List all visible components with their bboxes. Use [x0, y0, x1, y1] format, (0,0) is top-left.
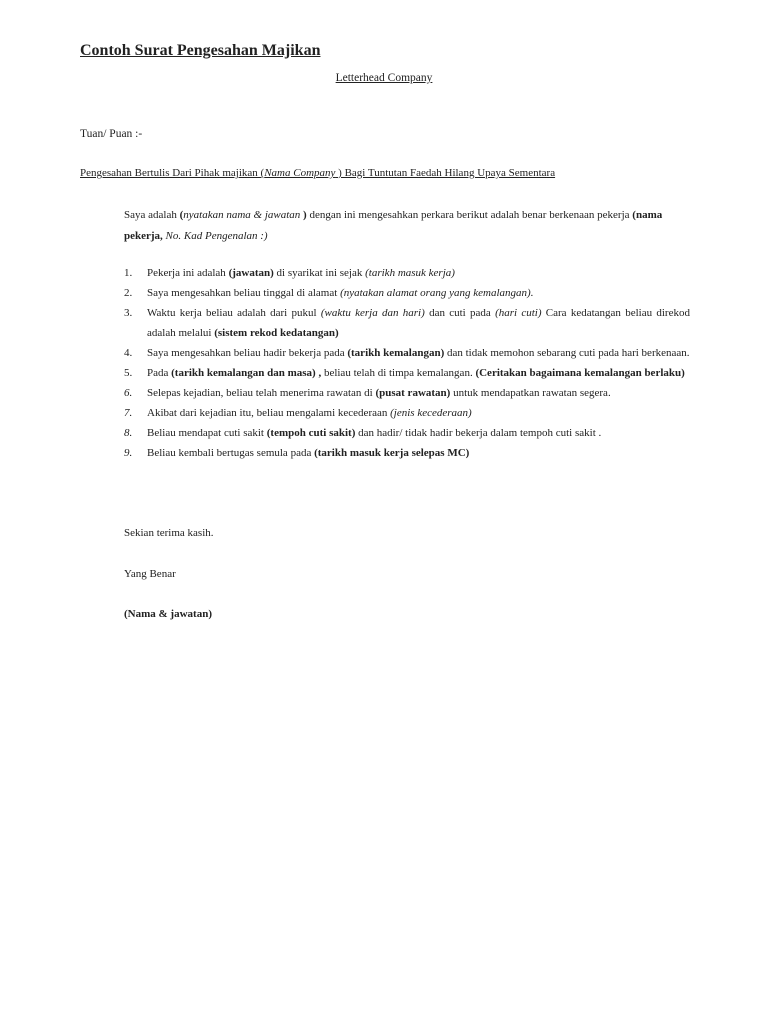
list-item-text: di syarikat ini sejak [273, 267, 366, 279]
list-item [124, 283, 690, 303]
intro-text-2: dengan ini mengesahkan perkara berikut adalah benar berkenaan pekerja [306, 209, 633, 221]
list-item-number: 4. [124, 347, 133, 359]
list-item [124, 303, 690, 343]
intro-text-1: Saya adalah [124, 209, 180, 221]
subject-company-placeholder: Nama Company [264, 167, 336, 179]
list-item [124, 383, 690, 403]
intro-paren-close: ) [300, 209, 307, 221]
list-item [124, 423, 690, 443]
list-item-placeholder: (jenis kecederaan) [390, 407, 472, 419]
list-item-text: untuk mendapatkan rawatan segera. [450, 387, 611, 399]
list-item [124, 443, 690, 463]
list-item-text: Beliau kembali bertugas semula pada [147, 447, 315, 459]
list-item-placeholder: (tarikh masuk kerja) [365, 267, 455, 279]
list-item-placeholder: (jawatan) [228, 267, 274, 279]
list-item-placeholder: (tarikh kemalangan dan masa) , [171, 367, 322, 379]
list-item-text: Saya mengesahkan beliau hadir bekerja pada [147, 347, 348, 359]
letterhead-placeholder: Letterhead Company [335, 72, 433, 84]
list-item-number: 8. [124, 427, 133, 439]
list-item-text: Waktu kerja beliau adalah dari pukul [147, 307, 321, 319]
list-item-placeholder: (nyatakan alamat orang yang kemalangan). [340, 287, 534, 299]
list-item-text: Pada [147, 367, 172, 379]
list-item-placeholder: (waktu kerja dan hari) [320, 307, 425, 319]
list-item-text: Cara kedatangan beliau direkod adalah melalui [147, 307, 690, 339]
intro-paragraph [124, 205, 684, 247]
list-item-number: 1. [124, 267, 133, 279]
list-item-placeholder: (tarikh kemalangan) [347, 347, 445, 359]
regards-line: Yang Benar [124, 568, 176, 580]
closing-line: Sekian terima kasih. [124, 527, 214, 539]
list-item-placeholder: (tempoh cuti sakit) [266, 427, 356, 439]
list-item-number: 2. [124, 287, 133, 299]
list-item-placeholder: (Ceritakan bagaimana kemalangan berlaku) [475, 367, 685, 379]
list-item-text: Selepas kejadian, beliau telah menerima rawatan di [147, 387, 376, 399]
statement-list [124, 263, 690, 463]
intro-ic-placeholder: No. Kad Pengenalan :) [162, 230, 268, 242]
list-item [124, 263, 690, 283]
document-title: Contoh Surat Pengesahan Majikan [80, 42, 321, 59]
list-item-text: dan tidak memohon sebarang cuti pada hari berkenaan. [444, 347, 690, 359]
list-item-text: dan hadir/ tidak hadir bekerja dalam tempoh cuti sakit . [355, 427, 602, 439]
list-item-placeholder: (sistem rekod kedatangan) [214, 327, 339, 339]
list-item [124, 363, 690, 383]
signature-placeholder: (Nama & jawatan) [124, 608, 212, 620]
list-item-placeholder: (pusat rawatan) [375, 387, 451, 399]
subject-text-2: ) Bagi Tuntutan Faedah Hilang Upaya Sementara [335, 167, 556, 179]
list-item [124, 343, 690, 363]
intro-employee-placeholder: (nama pekerja, [124, 209, 663, 242]
list-item-placeholder: (tarikh masuk kerja selepas MC) [314, 447, 470, 459]
list-item-number: 6. [124, 387, 133, 399]
list-item-text: dan cuti pada [424, 307, 496, 319]
list-item-text: Akibat dari kejadian itu, beliau mengalami kecederaan [147, 407, 391, 419]
list-item-text: Pekerja ini adalah [147, 267, 229, 279]
list-item [124, 403, 690, 423]
list-item-text: Beliau mendapat cuti sakit [147, 427, 267, 439]
list-item-number: 3. [124, 307, 133, 319]
intro-name-placeholder: nyatakan nama & jawatan [183, 209, 301, 221]
intro-paren-open: ( [179, 209, 184, 221]
salutation: Tuan/ Puan :- [80, 128, 143, 140]
list-item-text: beliau telah di timpa kemalangan. [321, 367, 476, 379]
list-item-text: Saya mengesahkan beliau tinggal di alamat [147, 287, 341, 299]
list-item-number: 9. [124, 447, 133, 459]
subject-line [80, 167, 555, 179]
list-item-placeholder: (hari cuti) [495, 307, 542, 319]
list-item-number: 5. [124, 367, 133, 379]
subject-text-1: Pengesahan Bertulis Dari Pihak majikan ( [80, 167, 265, 179]
list-item-number: 7. [124, 407, 133, 419]
